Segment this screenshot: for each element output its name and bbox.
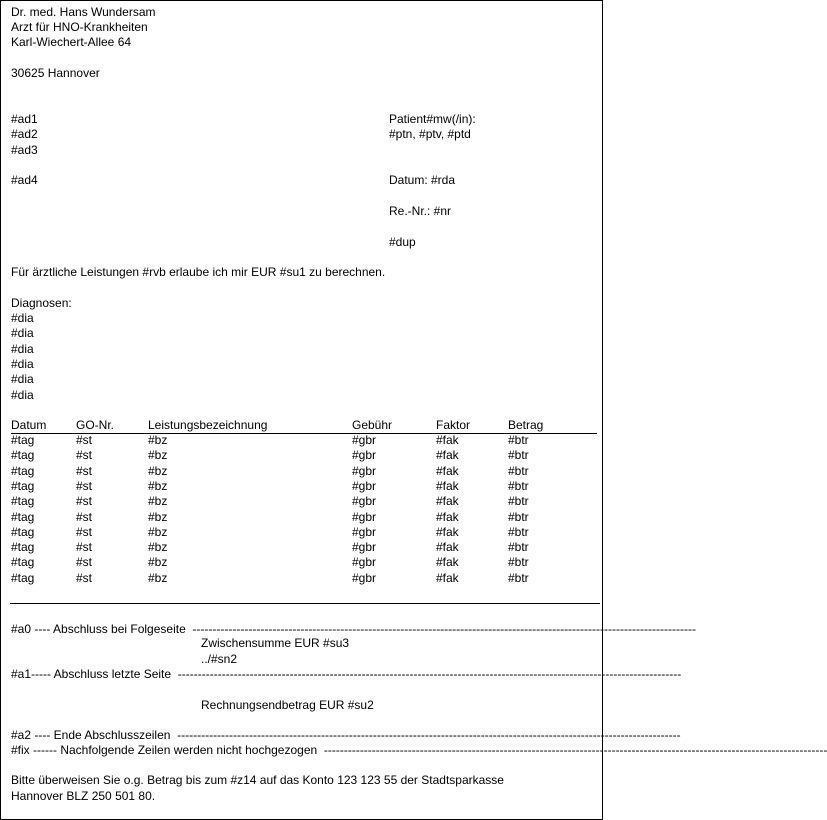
row-amount: #btr (508, 463, 529, 478)
row-date: #tag (11, 433, 35, 447)
invoice-date: Datum: #rda (389, 173, 456, 187)
row-description: #bz (148, 555, 168, 570)
closing-line-a2-label: #a2 ---- Ende Abschlusszeilen (11, 728, 171, 742)
dash-fill: ------------------------------------------------------------------------------------------------------------------------------ (320, 743, 827, 757)
row-description: #bz (148, 433, 168, 447)
row-amount: #btr (508, 555, 529, 570)
column-header-fee: Gebühr (352, 418, 393, 432)
row-description: #bz (148, 509, 168, 524)
payment-instruction-line-2: Hannover BLZ 250 501 80. (11, 789, 156, 803)
row-fee: #gbr (352, 555, 377, 570)
closing-line-fix-label: #fix ------ Nachfolgende Zeilen werden nicht hochgezogen (11, 743, 318, 757)
row-fee: #gbr (352, 524, 377, 539)
dash-fill: ------------------------------------------------------------------------------------------------------------------------------ (189, 622, 696, 636)
patient-fields: #ptn, #ptv, #ptd (389, 127, 471, 141)
table-row (1, 448, 601, 463)
row-amount: #btr (508, 540, 529, 555)
table-row (1, 433, 601, 448)
invoice-number: Re.-Nr.: #nr (389, 204, 452, 218)
row-factor: #fak (436, 509, 459, 524)
column-header-date: Datum (11, 418, 47, 432)
diagnosis-3: #dia (11, 342, 34, 356)
duplicate-marker: #dup (389, 235, 416, 249)
row-amount: #btr (508, 524, 529, 539)
row-amount: #btr (508, 494, 529, 509)
table-row (1, 555, 601, 570)
diagnosis-4: #dia (11, 357, 34, 371)
row-date: #tag (11, 555, 35, 570)
table-row (1, 464, 601, 479)
row-fee: #gbr (352, 540, 377, 555)
row-amount: #btr (508, 448, 529, 463)
sender-name: Dr. med. Hans Wundersam (11, 5, 156, 19)
row-date: #tag (11, 509, 35, 524)
row-go-nr: #st (76, 494, 93, 509)
table-row (1, 510, 601, 525)
row-fee: #gbr (352, 433, 377, 447)
row-description: #bz (148, 570, 168, 585)
address-line-4: #ad4 (11, 173, 38, 187)
row-amount: #btr (508, 570, 529, 585)
row-date: #tag (11, 494, 35, 509)
page-reference: ../#sn2 (201, 652, 238, 666)
row-factor: #fak (436, 448, 459, 463)
row-go-nr: #st (76, 570, 93, 585)
row-factor: #fak (436, 478, 459, 493)
row-description: #bz (148, 540, 168, 555)
invoice-total: Rechnungsendbetrag EUR #su2 (201, 698, 374, 712)
diagnoses-heading: Diagnosen: (11, 296, 72, 310)
payment-instruction-line-1: Bitte überweisen Sie o.g. Betrag bis zum #z14 auf das Konto 123 123 55 der Stadtsparkasse (11, 773, 504, 787)
row-factor: #fak (436, 540, 459, 555)
diagnosis-1: #dia (11, 311, 34, 325)
dash-fill: ------------------------------------------------------------------------------------------------------------------------------ (173, 728, 681, 742)
row-factor: #fak (436, 433, 459, 447)
address-line-1: #ad1 (11, 112, 38, 126)
row-go-nr: #st (76, 478, 93, 493)
row-go-nr: #st (76, 509, 93, 524)
column-header-go-nr: GO-Nr. (76, 418, 114, 432)
column-header-factor: Faktor (436, 418, 471, 432)
closing-line-fix (11, 743, 827, 758)
closing-line-a1 (11, 667, 682, 682)
address-line-3: #ad3 (11, 143, 38, 157)
row-go-nr: #st (76, 540, 93, 555)
row-go-nr: #st (76, 524, 93, 539)
dash-fill: ------------------------------------------------------------------------------------------------------------------------------ (174, 667, 682, 681)
row-amount: #btr (508, 509, 529, 524)
row-date: #tag (11, 540, 35, 555)
address-line-2: #ad2 (11, 127, 38, 141)
row-go-nr: #st (76, 555, 93, 570)
row-fee: #gbr (352, 509, 377, 524)
column-header-amount: Betrag (508, 418, 544, 432)
row-factor: #fak (436, 524, 459, 539)
row-factor: #fak (436, 570, 459, 585)
row-factor: #fak (436, 463, 459, 478)
row-description: #bz (148, 448, 168, 463)
table-bottom-rule (10, 603, 600, 604)
row-fee: #gbr (352, 463, 377, 478)
row-fee: #gbr (352, 494, 377, 509)
sender-city: 30625 Hannover (11, 66, 100, 80)
row-date: #tag (11, 448, 35, 463)
row-description: #bz (148, 524, 168, 539)
row-date: #tag (11, 463, 35, 478)
row-fee: #gbr (352, 478, 377, 493)
row-fee: #gbr (352, 448, 377, 463)
row-date: #tag (11, 478, 35, 493)
row-description: #bz (148, 478, 168, 493)
closing-line-a0-label: #a0 ---- Abschluss bei Folgeseite (11, 622, 186, 636)
table-row (1, 525, 601, 540)
row-date: #tag (11, 524, 35, 539)
table-row (1, 571, 601, 586)
subtotal: Zwischensumme EUR #su3 (201, 636, 350, 650)
row-description: #bz (148, 494, 168, 509)
row-amount: #btr (508, 478, 529, 493)
row-fee: #gbr (352, 570, 377, 585)
row-description: #bz (148, 463, 168, 478)
closing-line-a2 (11, 728, 681, 743)
closing-line-a1-label: #a1----- Abschluss letzte Seite (11, 667, 172, 681)
diagnosis-2: #dia (11, 326, 34, 340)
column-header-description: Leistungsbezeichnung (148, 418, 268, 432)
closing-line-a0 (11, 622, 696, 637)
row-go-nr: #st (76, 433, 93, 447)
intro-text: Für ärztliche Leistungen #rvb erlaube ich mir EUR #su1 zu berechnen. (11, 265, 386, 279)
row-go-nr: #st (76, 463, 93, 478)
table-row (1, 494, 601, 509)
table-row (1, 540, 601, 555)
diagnosis-5: #dia (11, 372, 34, 386)
table-row (1, 479, 601, 494)
sender-street: Karl-Wiechert-Allee 64 (11, 35, 132, 49)
row-go-nr: #st (76, 448, 93, 463)
row-factor: #fak (436, 494, 459, 509)
row-amount: #btr (508, 433, 529, 447)
patient-label: Patient#mw(/in): (389, 112, 476, 126)
diagnosis-6: #dia (11, 388, 34, 402)
row-date: #tag (11, 570, 35, 585)
row-factor: #fak (436, 555, 459, 570)
sender-title: Arzt für HNO-Krankheiten (11, 20, 148, 34)
